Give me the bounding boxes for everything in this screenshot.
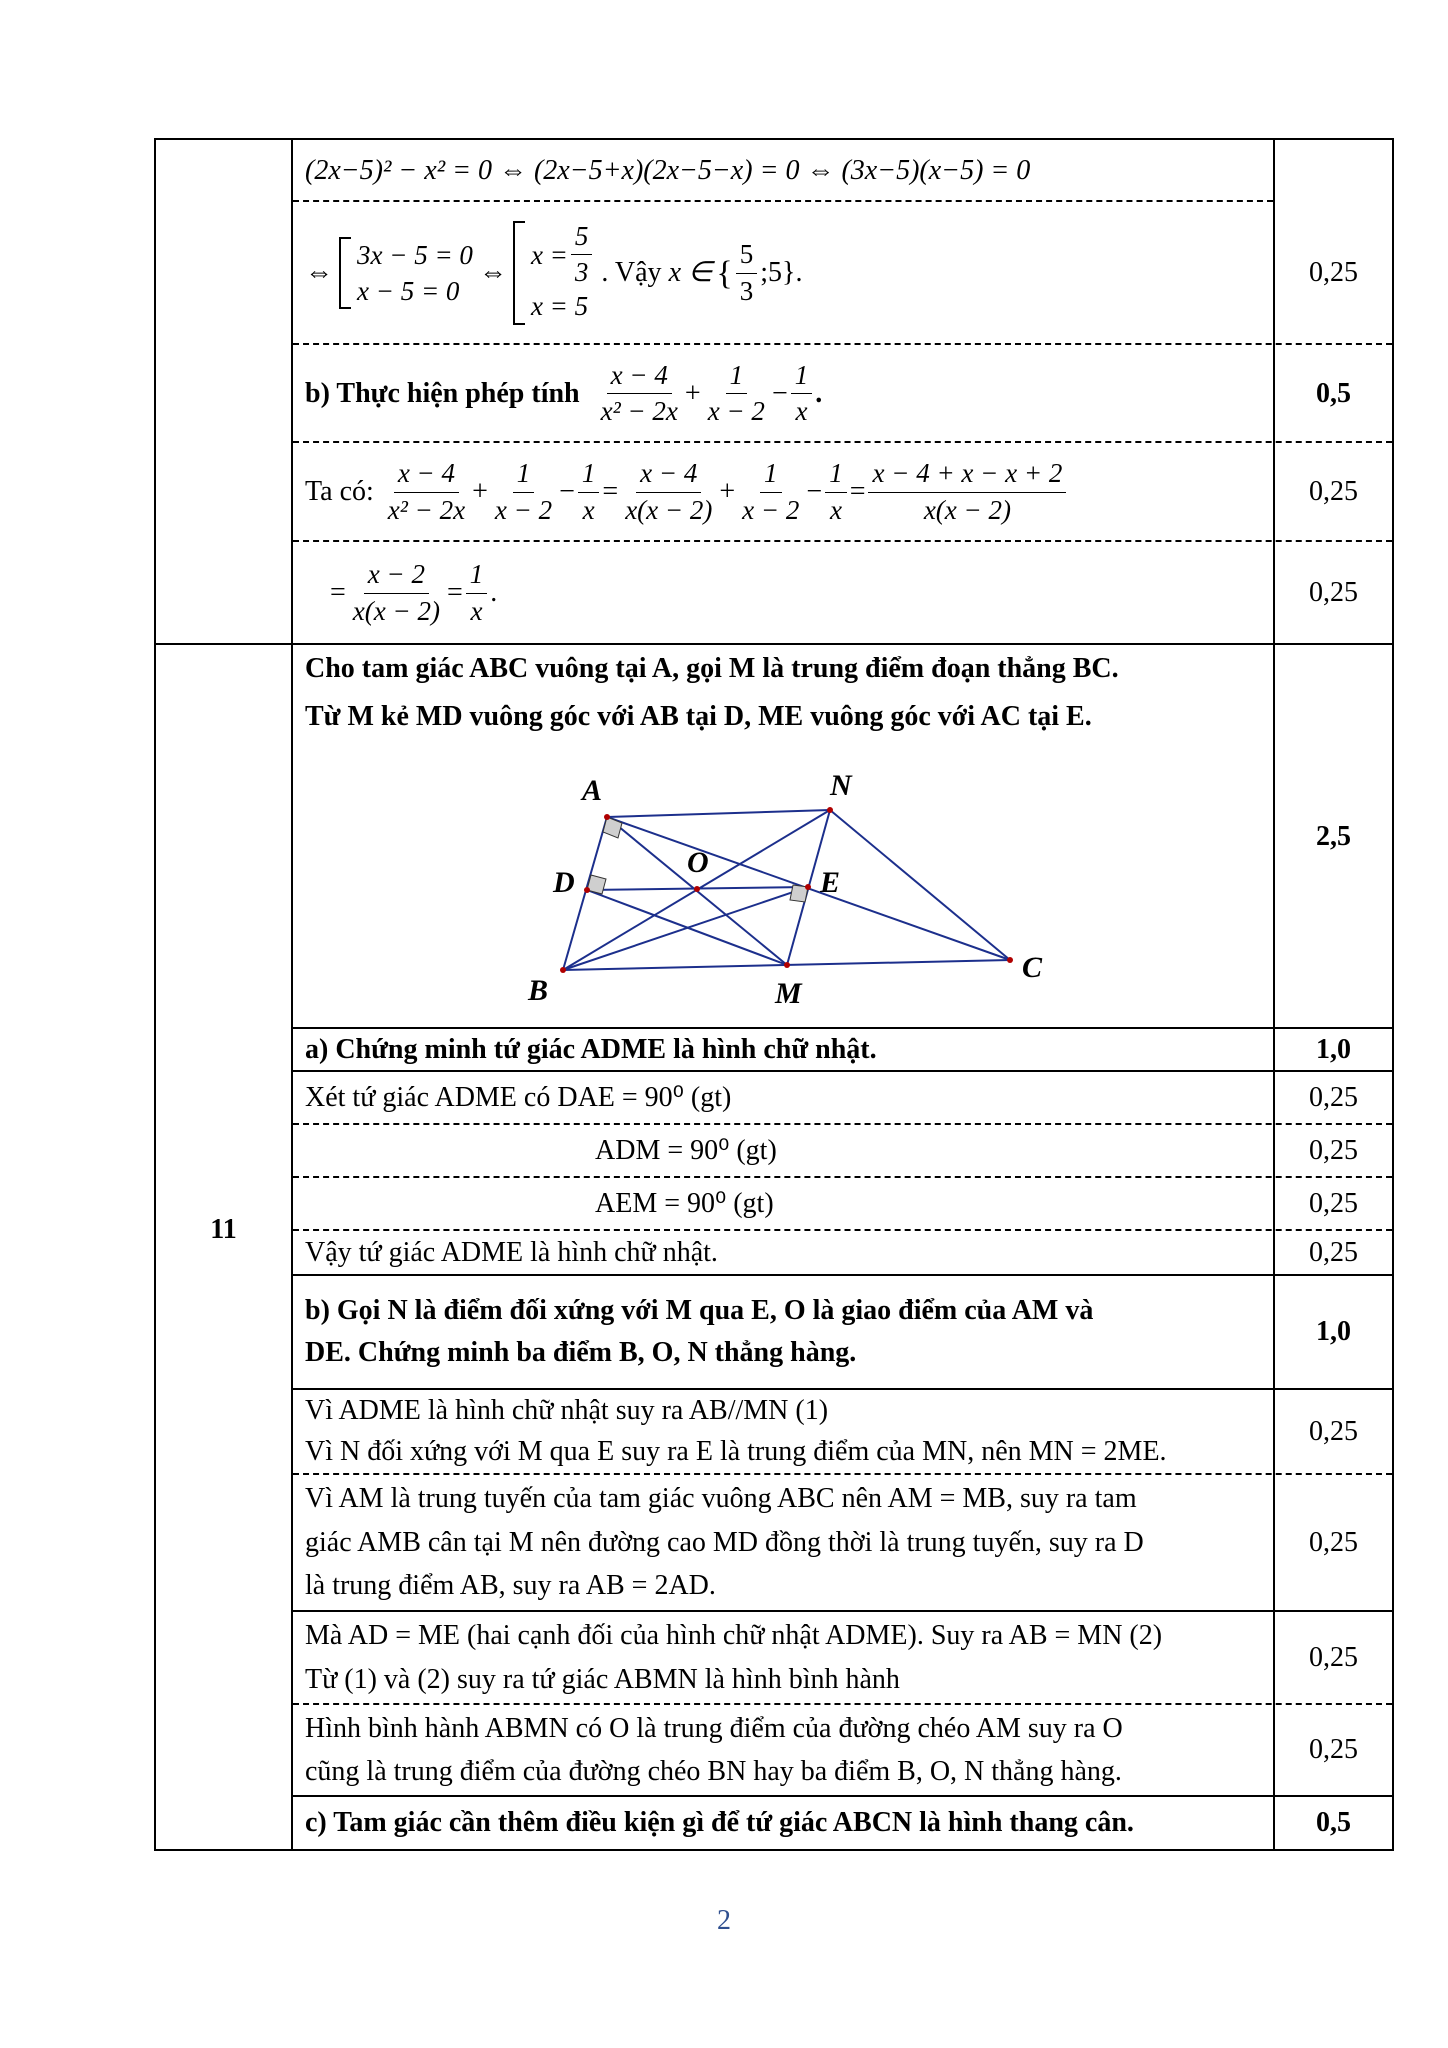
score-cell: 0,25 (1309, 1415, 1358, 1447)
point-O (694, 886, 700, 892)
page-number: 2 (717, 1905, 731, 1936)
computation-row: Ta có: $\frac{x - 4}{\text{x² − 2x}}$ + $\frac{1}{x - 2}$ − $\frac{1}{x}$ = $\frac{x - 4}{x(x - 2)}$ + $\frac{1}{x - 2}$ − $\frac{1}{x}$ = $\frac{x - 4 + x - x + 2}{x(x - 2)}$ (305, 444, 1270, 540)
row-divider (293, 200, 1273, 202)
point-D (584, 887, 590, 893)
table-col-divider-1 (291, 138, 293, 1851)
score-cell: 0,25 (1309, 577, 1358, 608)
statement-line-2: Từ M kẻ MD vuông góc với AB tại D, ME vuông góc với AC tại E. (305, 701, 1092, 732)
row-divider (293, 540, 1392, 542)
score-cell: 0,25 (1309, 1641, 1358, 1673)
part-a-row-3: AEM = 90⁰ (gt) (595, 1187, 774, 1219)
equation-text: (2x−5)² − x² = 0 ⇔ (2x−5+x)(2x−5−x) = 0 ⇔ (3x−5)(x−5) = 0 (305, 155, 1031, 186)
score-cell: 2,5 (1316, 820, 1351, 852)
part-b-title-row: b) Thực hiện phép tính $\frac{x - 4}{\text{x² − 2x}}$ + $\frac{1}{x - 2}$ − $\frac{1}{x}$ . (305, 359, 823, 426)
score-cell: 0,25 (1309, 1526, 1358, 1558)
label-O: O (687, 846, 709, 879)
score-cell: 0,25 (1309, 1236, 1358, 1268)
score-cell: 0,25 (1309, 1134, 1358, 1166)
label-A: A (582, 774, 603, 807)
segment-AN (607, 810, 830, 817)
part-b-row-1: Vì ADME là hình chữ nhật suy ra AB//MN (1) Vì N đối xứng với M qua E suy ra E là trung điểm của MN, nên MN = 2ME. (305, 1394, 1167, 1467)
result-row: = $\frac{x - 2}{x(x - 2)}$ = $\frac{1}{x}$ . (330, 559, 498, 626)
label-C: C (1022, 951, 1043, 984)
point-C (1007, 957, 1013, 963)
label-B: B (528, 974, 549, 1007)
part-a-row-4: Vậy tứ giác ADME là hình chữ nhật. (305, 1236, 718, 1268)
point-N (827, 807, 833, 813)
set-fraction: $\frac{5}{3}$ (736, 239, 758, 306)
score-cell: 1,0 (1316, 1033, 1351, 1065)
score-cell: 0,25 (1309, 476, 1358, 507)
label-N: N (830, 769, 852, 802)
geometry-figure (520, 755, 1060, 1020)
part-a-title: a) Chứng minh tứ giác ADME là hình chữ nhật. (305, 1033, 877, 1065)
part-a-row-1: Xét tứ giác ADME có DAE = 90⁰ (gt) (305, 1081, 732, 1113)
part-c-title: c) Tam giác cần thêm điều kiện gì để tứ giác ABCN là hình thang cân. (305, 1807, 1134, 1838)
score-cell: 0,25 (1309, 1734, 1358, 1765)
score-cell: 1,0 (1316, 1316, 1351, 1347)
solution-row: ⇔ 3x − 5 = 0 x − 5 = 0 ⇔ x = $\frac{5}{3}$ x = 5 . Vậy x ∈ { $\frac{5}{3}$ ;5}. (305, 203, 1265, 343)
part-b-row-3: Mà AD = ME (hai cạnh đối của hình chữ nhật ADME). Suy ra AB = MN (2) Từ (1) và (2) suy ra tứ giác ABMN là hình bình hành (305, 1620, 1163, 1695)
part-a-row-2: ADM = 90⁰ (gt) (595, 1134, 777, 1166)
label-D: D (553, 866, 575, 899)
problem-number: 11 (210, 1214, 237, 1245)
problem-separator (154, 643, 1394, 645)
right-angle-mark-A (603, 817, 622, 838)
table-border-left (154, 138, 156, 1851)
equation-row (305, 142, 1265, 200)
score-cell: 0,25 (1309, 257, 1358, 288)
label-E: E (820, 866, 841, 899)
statement-line-1: Cho tam giác ABC vuông tại A, gọi M là trung điểm đoạn thẳng BC. (305, 653, 1119, 684)
row-divider (293, 441, 1392, 443)
equation-system: 3x − 5 = 0 x − 5 = 0 (339, 237, 473, 310)
segment-BE (563, 887, 808, 970)
table-border-top (154, 138, 1394, 140)
table-border-right (1392, 138, 1394, 1851)
solution-system: x = $\frac{5}{3}$ x = 5 (513, 221, 595, 325)
point-M (784, 962, 790, 968)
label-M: M (775, 977, 802, 1010)
part-b-row-4: Hình bình hành ABMN có O là trung điểm của đường chéo AM suy ra O cũng là trung điểm của đường chéo BN hay ba điểm B, O, N thẳng hàng. (305, 1712, 1123, 1787)
segment-NC (830, 810, 1010, 960)
right-angle-mark-D (587, 875, 606, 894)
part-b-title: b) Gọi N là điểm đối xứng với M qua E, O là giao điểm của AM và DE. Chứng minh ba điểm B, O, N thẳng hàng. (305, 1295, 1094, 1368)
point-B (560, 967, 566, 973)
row-divider (293, 343, 1392, 345)
part-b-row-2: Vì AM là trung tuyến của tam giác vuông ABC nên AM = MB, suy ra tam giác AMB cân tại M nên đường cao MD đồng thời là trung tuyến, suy ra D là trung điểm AB, suy ra AB = 2AD. (305, 1483, 1144, 1602)
table-border-bottom (154, 1849, 1394, 1851)
point-E (805, 884, 811, 890)
score-cell: 0,5 (1316, 1807, 1351, 1838)
point-A (604, 814, 610, 820)
score-cell: 0,25 (1309, 1081, 1358, 1113)
score-cell: 0,5 (1316, 377, 1351, 409)
score-cell: 0,25 (1309, 1187, 1358, 1219)
